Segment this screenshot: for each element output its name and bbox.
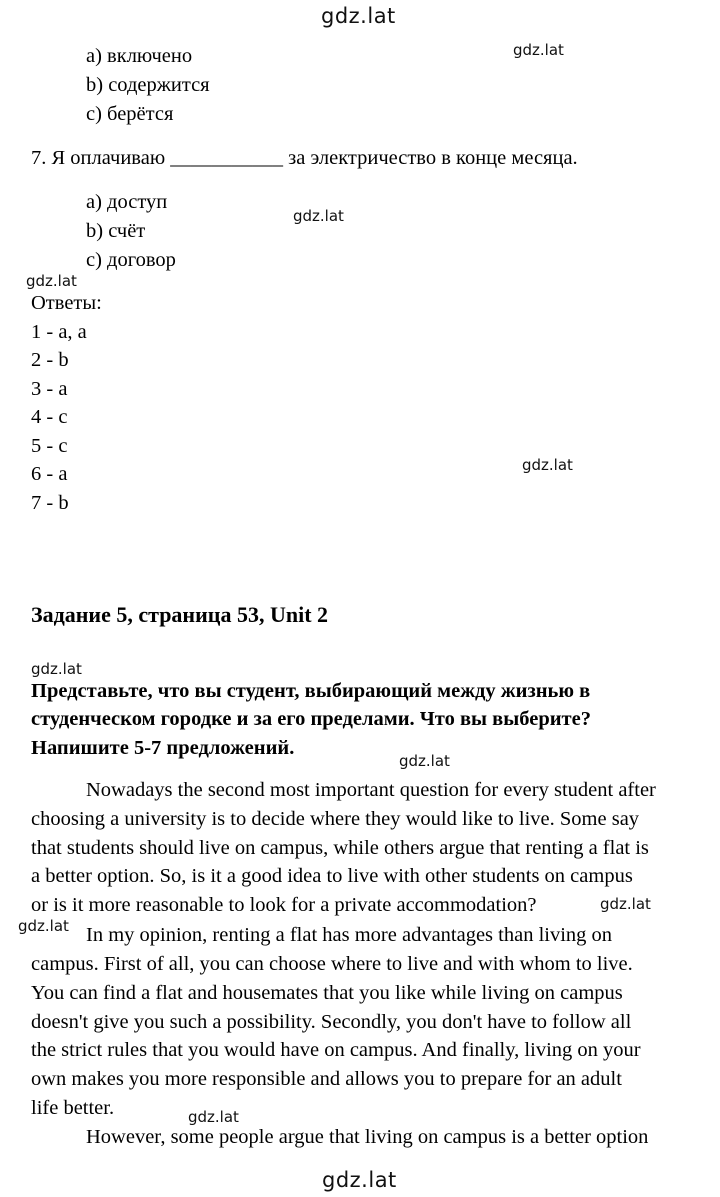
essay-line: life better.: [31, 1097, 115, 1119]
q6-option-b: b) содержится: [86, 74, 210, 96]
watermark: gdz.lat: [293, 207, 344, 225]
watermark: gdz.lat: [26, 272, 77, 290]
essay-line: own makes you more responsible and allows you to prepare for an adult: [31, 1068, 622, 1090]
task-prompt-line: Представьте, что вы студент, выбирающий между жизнью в: [31, 680, 591, 702]
watermark: gdz.lat: [513, 41, 564, 59]
task-prompt-line: Напишите 5-7 предложений.: [31, 737, 295, 759]
task-prompt-line: студенческом городке и за его пределами. Что вы выберите?: [31, 708, 591, 730]
watermark: gdz.lat: [188, 1108, 239, 1126]
answer-item: 4 - c: [31, 406, 68, 428]
essay-line: the strict rules that you would have on campus. And finally, living on your: [31, 1039, 641, 1061]
q7-option-c: c) договор: [86, 249, 176, 271]
watermark: gdz.lat: [399, 752, 450, 770]
q7-text: 7. Я оплачиваю ___________ за электричество в конце месяца.: [31, 147, 578, 169]
answer-item: 2 - b: [31, 349, 69, 371]
essay-line: You can find a flat and housemates that you like while living on campus: [31, 982, 623, 1004]
q6-option-a: a) включено: [86, 45, 193, 67]
essay-line: campus. First of all, you can choose where to live and with whom to live.: [31, 953, 633, 975]
essay-line: that students should live on campus, while others argue that renting a flat is: [31, 837, 649, 859]
essay-line: However, some people argue that living on campus is a better option: [86, 1126, 649, 1148]
q6-option-c: c) берётся: [86, 103, 174, 125]
essay-line: doesn't give you such a possibility. Secondly, you don't have to follow all: [31, 1011, 632, 1033]
answer-item: 5 - c: [31, 435, 68, 457]
answers-heading: Ответы:: [31, 292, 102, 314]
watermark: gdz.lat: [31, 660, 82, 678]
essay-line: a better option. So, is it a good idea to live with other students on campus: [31, 865, 633, 887]
watermark: gdz.lat: [522, 456, 573, 474]
essay-line: Nowadays the second most important question for every student after: [86, 779, 656, 801]
task-title: Задание 5, страница 53, Unit 2: [31, 602, 329, 627]
watermark-bottom: gdz.lat: [322, 1168, 397, 1192]
answer-item: 7 - b: [31, 492, 69, 514]
watermark: gdz.lat: [600, 895, 651, 913]
answer-item: 6 - a: [31, 463, 68, 485]
answer-item: 1 - a, a: [31, 321, 87, 343]
answer-item: 3 - a: [31, 378, 68, 400]
watermark: gdz.lat: [18, 917, 69, 935]
essay-line: or is it more reasonable to look for a private accommodation?: [31, 894, 537, 916]
essay-line: In my opinion, renting a flat has more advantages than living on: [86, 924, 613, 946]
q7-option-b: b) счёт: [86, 220, 146, 242]
q7-option-a: a) доступ: [86, 191, 168, 213]
watermark-top: gdz.lat: [321, 4, 396, 28]
essay-line: choosing a university is to decide where they would like to live. Some say: [31, 808, 640, 830]
